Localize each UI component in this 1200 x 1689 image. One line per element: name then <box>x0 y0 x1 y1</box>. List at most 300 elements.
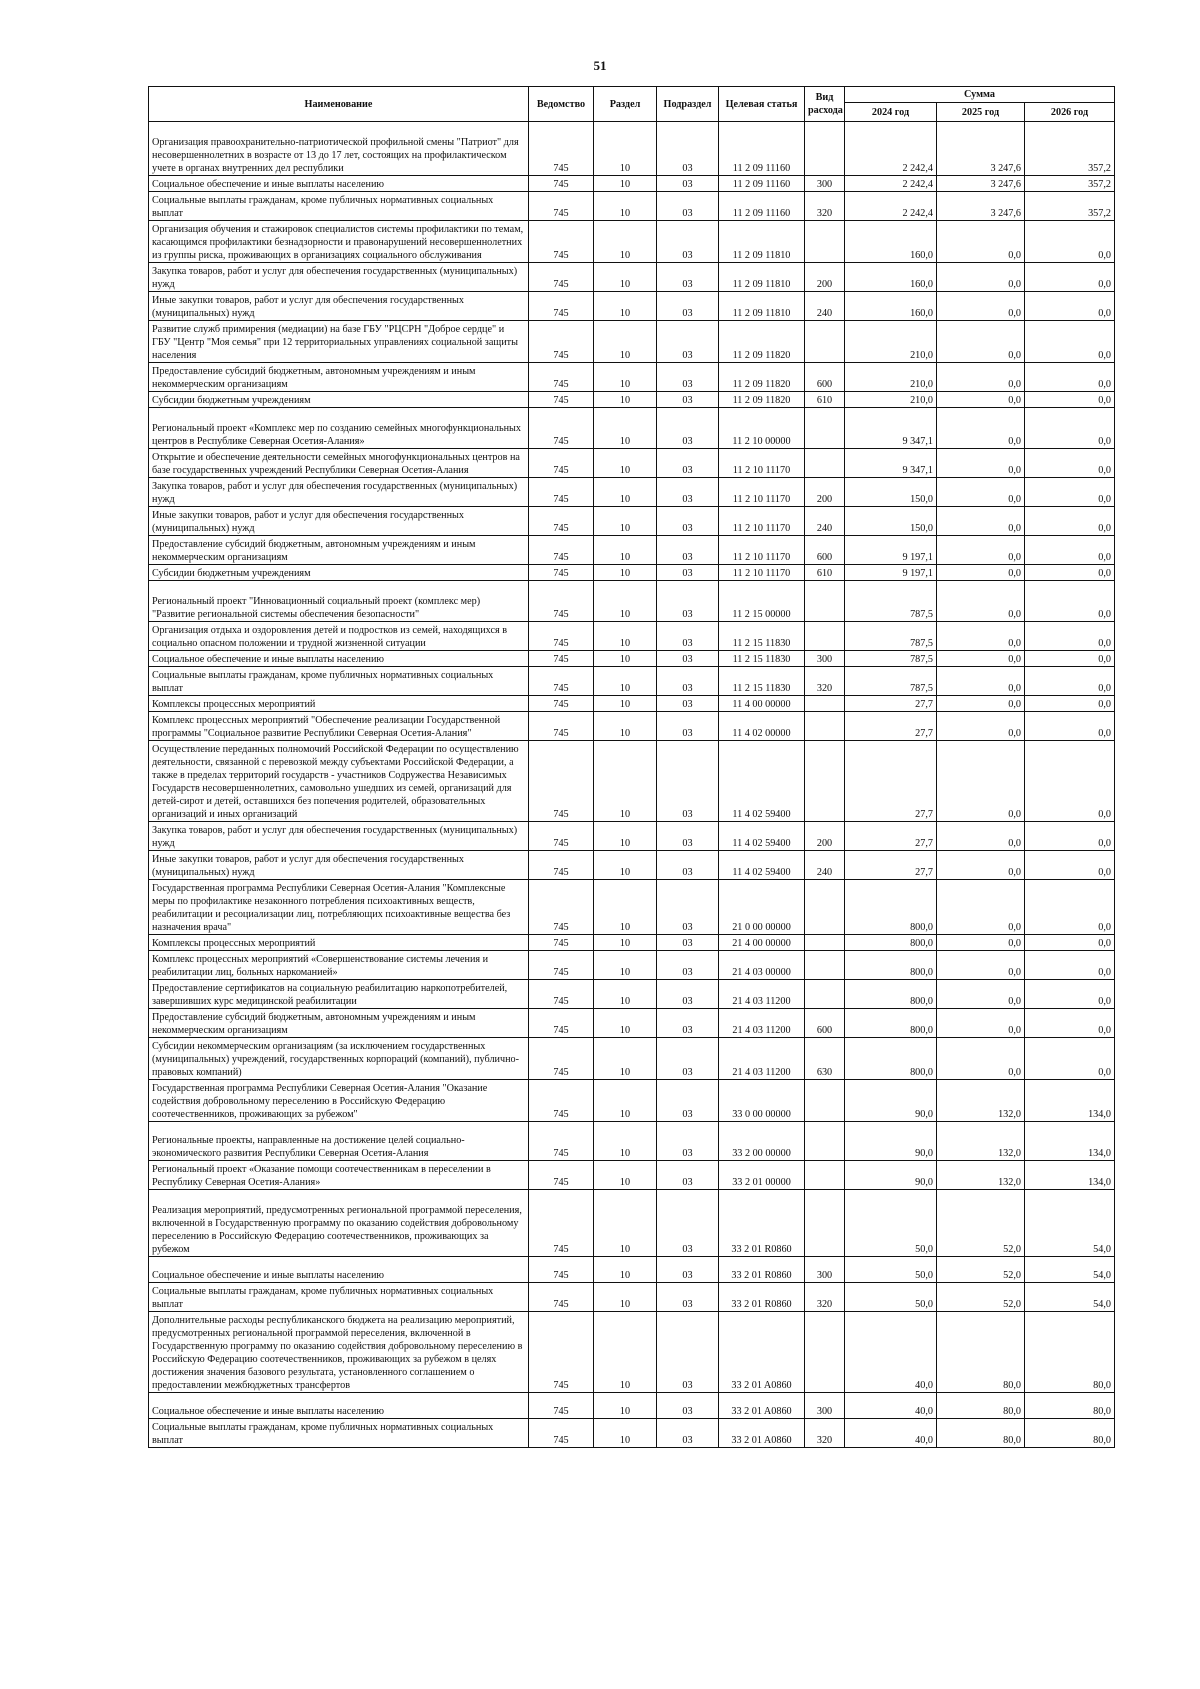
cell-2026: 0,0 <box>1025 651 1115 667</box>
cell-2026: 0,0 <box>1025 408 1115 449</box>
cell-2024: 27,7 <box>845 851 937 880</box>
cell-target: 11 2 10 11170 <box>719 478 805 507</box>
cell-section: 10 <box>594 696 657 712</box>
cell-name: Региональный проект "Инновационный социальный проект (комплекс мер) "Развитие региональной системы обеспечения безопасности" <box>149 581 529 622</box>
cell-type <box>805 449 845 478</box>
cell-type: 300 <box>805 651 845 667</box>
table-row <box>149 822 1115 851</box>
cell-2025: 0,0 <box>937 507 1025 536</box>
table-row <box>149 622 1115 651</box>
cell-dept: 745 <box>529 822 594 851</box>
cell-target: 11 2 10 00000 <box>719 408 805 449</box>
cell-subsection: 03 <box>657 292 719 321</box>
cell-2026: 54,0 <box>1025 1283 1115 1312</box>
cell-name: Реализация мероприятий, предусмотренных региональной программой переселения, включенной в Государственную программу по оказанию содействия добровольному переселению в Российскую Федерацию соотечественников, проживающих за рубежом <box>149 1190 529 1257</box>
cell-subsection: 03 <box>657 667 719 696</box>
cell-type <box>805 1080 845 1122</box>
cell-2025: 0,0 <box>937 712 1025 741</box>
col-header-dept: Ведомство <box>529 87 594 122</box>
cell-2025: 0,0 <box>937 581 1025 622</box>
cell-name: Организация отдыха и оздоровления детей и подростков из семей, находящихся в социально опасном положении и трудной жизненной ситуации <box>149 622 529 651</box>
cell-2025: 0,0 <box>937 392 1025 408</box>
cell-2025: 0,0 <box>937 321 1025 363</box>
cell-target: 33 2 01 A0860 <box>719 1312 805 1393</box>
cell-dept: 745 <box>529 221 594 263</box>
cell-type: 300 <box>805 1257 845 1283</box>
cell-2024: 50,0 <box>845 1190 937 1257</box>
cell-target: 11 2 09 11810 <box>719 263 805 292</box>
cell-type <box>805 1161 845 1190</box>
cell-subsection: 03 <box>657 935 719 951</box>
cell-name: Иные закупки товаров, работ и услуг для обеспечения государственных (муниципальных) нужд <box>149 851 529 880</box>
cell-dept: 745 <box>529 581 594 622</box>
cell-subsection: 03 <box>657 408 719 449</box>
cell-section: 10 <box>594 221 657 263</box>
cell-2025: 0,0 <box>937 935 1025 951</box>
cell-type: 200 <box>805 822 845 851</box>
cell-dept: 745 <box>529 880 594 935</box>
table-row <box>149 1393 1115 1419</box>
cell-dept: 745 <box>529 1312 594 1393</box>
cell-target: 21 4 03 00000 <box>719 951 805 980</box>
cell-section: 10 <box>594 1257 657 1283</box>
cell-name: Социальное обеспечение и иные выплаты населению <box>149 1393 529 1419</box>
cell-2025: 3 247,6 <box>937 192 1025 221</box>
cell-2025: 0,0 <box>937 951 1025 980</box>
table-header <box>149 87 1115 122</box>
cell-section: 10 <box>594 822 657 851</box>
cell-section: 10 <box>594 1283 657 1312</box>
cell-dept: 745 <box>529 741 594 822</box>
cell-dept: 745 <box>529 1122 594 1161</box>
cell-type: 300 <box>805 1393 845 1419</box>
cell-2026: 0,0 <box>1025 363 1115 392</box>
cell-2026: 0,0 <box>1025 880 1115 935</box>
cell-2026: 0,0 <box>1025 292 1115 321</box>
cell-name: Социальные выплаты гражданам, кроме публичных нормативных социальных выплат <box>149 1419 529 1448</box>
cell-name: Социальные выплаты гражданам, кроме публичных нормативных социальных выплат <box>149 667 529 696</box>
col-header-name: Наименование <box>149 87 529 122</box>
cell-2024: 50,0 <box>845 1283 937 1312</box>
cell-section: 10 <box>594 507 657 536</box>
cell-name: Закупка товаров, работ и услуг для обеспечения государственных (муниципальных) нужд <box>149 478 529 507</box>
page-number: 51 <box>593 58 607 73</box>
cell-subsection: 03 <box>657 1312 719 1393</box>
cell-subsection: 03 <box>657 1080 719 1122</box>
cell-type: 630 <box>805 1038 845 1080</box>
cell-dept: 745 <box>529 712 594 741</box>
cell-2024: 90,0 <box>845 1161 937 1190</box>
cell-target: 11 4 02 59400 <box>719 851 805 880</box>
cell-2024: 160,0 <box>845 221 937 263</box>
cell-dept: 745 <box>529 1080 594 1122</box>
cell-section: 10 <box>594 263 657 292</box>
cell-dept: 745 <box>529 478 594 507</box>
table-row <box>149 176 1115 192</box>
cell-2025: 132,0 <box>937 1122 1025 1161</box>
cell-2026: 0,0 <box>1025 581 1115 622</box>
cell-2026: 0,0 <box>1025 321 1115 363</box>
cell-subsection: 03 <box>657 851 719 880</box>
cell-type: 200 <box>805 478 845 507</box>
cell-2025: 52,0 <box>937 1283 1025 1312</box>
cell-section: 10 <box>594 1122 657 1161</box>
table-row <box>149 263 1115 292</box>
cell-type <box>805 321 845 363</box>
table-row <box>149 478 1115 507</box>
cell-subsection: 03 <box>657 392 719 408</box>
cell-2024: 27,7 <box>845 741 937 822</box>
cell-name: Предоставление субсидий бюджетным, автономным учреждениям и иным некоммерческим организациям <box>149 1009 529 1038</box>
cell-dept: 745 <box>529 696 594 712</box>
cell-subsection: 03 <box>657 192 719 221</box>
cell-dept: 745 <box>529 1038 594 1080</box>
cell-section: 10 <box>594 1080 657 1122</box>
cell-type <box>805 1122 845 1161</box>
cell-subsection: 03 <box>657 1257 719 1283</box>
table-row <box>149 565 1115 581</box>
budget-table-sheet <box>148 86 1114 1448</box>
cell-subsection: 03 <box>657 951 719 980</box>
cell-subsection: 03 <box>657 321 719 363</box>
cell-target: 11 4 02 59400 <box>719 822 805 851</box>
cell-2025: 0,0 <box>937 263 1025 292</box>
cell-section: 10 <box>594 122 657 176</box>
table-row <box>149 851 1115 880</box>
cell-section: 10 <box>594 651 657 667</box>
cell-name: Региональный проект «Комплекс мер по созданию семейных многофункциональных центров в Республике Северная Осетия-Алания» <box>149 408 529 449</box>
table-row <box>149 980 1115 1009</box>
cell-name: Комплекс процессных мероприятий «Совершенствование системы лечения и реабилитации лиц, больных наркоманией» <box>149 951 529 980</box>
table-row <box>149 880 1115 935</box>
cell-dept: 745 <box>529 507 594 536</box>
cell-target: 21 4 03 11200 <box>719 1009 805 1038</box>
cell-target: 11 2 09 11820 <box>719 392 805 408</box>
table-body <box>149 122 1115 1448</box>
cell-2025: 52,0 <box>937 1257 1025 1283</box>
cell-2026: 0,0 <box>1025 712 1115 741</box>
cell-section: 10 <box>594 622 657 651</box>
cell-dept: 745 <box>529 980 594 1009</box>
cell-subsection: 03 <box>657 1283 719 1312</box>
cell-2024: 210,0 <box>845 392 937 408</box>
cell-name: Предоставление субсидий бюджетным, автономным учреждениям и иным некоммерческим организациям <box>149 536 529 565</box>
cell-section: 10 <box>594 712 657 741</box>
cell-2024: 800,0 <box>845 951 937 980</box>
cell-dept: 745 <box>529 935 594 951</box>
cell-subsection: 03 <box>657 449 719 478</box>
cell-type: 240 <box>805 292 845 321</box>
cell-2026: 0,0 <box>1025 696 1115 712</box>
cell-section: 10 <box>594 1419 657 1448</box>
cell-name: Региональный проект «Оказание помощи соотечественникам в переселении в Республику Северная Осетия-Алания» <box>149 1161 529 1190</box>
cell-dept: 745 <box>529 1190 594 1257</box>
cell-2024: 9 347,1 <box>845 449 937 478</box>
cell-2025: 0,0 <box>937 536 1025 565</box>
cell-subsection: 03 <box>657 478 719 507</box>
cell-name: Иные закупки товаров, работ и услуг для обеспечения государственных (муниципальных) нужд <box>149 292 529 321</box>
cell-dept: 745 <box>529 1161 594 1190</box>
cell-section: 10 <box>594 980 657 1009</box>
cell-2026: 357,2 <box>1025 192 1115 221</box>
cell-2024: 160,0 <box>845 263 937 292</box>
col-header-2026: 2026 год <box>1025 103 1115 122</box>
cell-target: 11 2 09 11160 <box>719 192 805 221</box>
cell-2024: 9 197,1 <box>845 565 937 581</box>
cell-target: 11 4 02 59400 <box>719 741 805 822</box>
table-row <box>149 507 1115 536</box>
cell-2025: 0,0 <box>937 565 1025 581</box>
table-row <box>149 221 1115 263</box>
cell-dept: 745 <box>529 292 594 321</box>
cell-name: Субсидии бюджетным учреждениям <box>149 565 529 581</box>
cell-2024: 150,0 <box>845 507 937 536</box>
cell-2024: 150,0 <box>845 478 937 507</box>
cell-subsection: 03 <box>657 651 719 667</box>
cell-2025: 0,0 <box>937 651 1025 667</box>
cell-section: 10 <box>594 1009 657 1038</box>
cell-2025: 0,0 <box>937 449 1025 478</box>
table-row <box>149 581 1115 622</box>
cell-2024: 787,5 <box>845 581 937 622</box>
cell-target: 11 4 00 00000 <box>719 696 805 712</box>
cell-target: 21 4 03 11200 <box>719 980 805 1009</box>
cell-2024: 800,0 <box>845 935 937 951</box>
cell-2025: 0,0 <box>937 408 1025 449</box>
cell-subsection: 03 <box>657 176 719 192</box>
cell-2024: 27,7 <box>845 696 937 712</box>
cell-type <box>805 221 845 263</box>
cell-section: 10 <box>594 951 657 980</box>
cell-type: 320 <box>805 1283 845 1312</box>
cell-2024: 800,0 <box>845 980 937 1009</box>
cell-name: Социальное обеспечение и иные выплаты населению <box>149 651 529 667</box>
cell-2024: 90,0 <box>845 1080 937 1122</box>
table-row <box>149 1161 1115 1190</box>
cell-name: Социальное обеспечение и иные выплаты населению <box>149 1257 529 1283</box>
cell-type <box>805 622 845 651</box>
cell-section: 10 <box>594 536 657 565</box>
table-row <box>149 1190 1115 1257</box>
cell-section: 10 <box>594 392 657 408</box>
cell-subsection: 03 <box>657 507 719 536</box>
cell-type <box>805 1190 845 1257</box>
cell-2026: 0,0 <box>1025 536 1115 565</box>
cell-subsection: 03 <box>657 741 719 822</box>
cell-2026: 54,0 <box>1025 1257 1115 1283</box>
cell-name: Развитие служб примирения (медиации) на базе ГБУ "РЦСРН "Доброе сердце" и ГБУ "Центр "Моя семья" при 12 территориальных управлениях социальной защиты населения <box>149 321 529 363</box>
cell-name: Дополнительные расходы республиканского бюджета на реализацию мероприятий, предусмотренных региональной программой переселения, включенной в Государственную программу по оказанию содействия добровольному переселению в Российскую Федерацию соотечественников, проживающих за рубежом в целях достижения значения базового результата, установленного соглашением о предоставлении межбюджетных трансфертов <box>149 1312 529 1393</box>
cell-section: 10 <box>594 851 657 880</box>
cell-2025: 0,0 <box>937 221 1025 263</box>
cell-target: 11 2 15 00000 <box>719 581 805 622</box>
cell-section: 10 <box>594 667 657 696</box>
cell-2025: 0,0 <box>937 980 1025 1009</box>
cell-2026: 0,0 <box>1025 622 1115 651</box>
col-header-target: Целевая статья <box>719 87 805 122</box>
cell-subsection: 03 <box>657 1419 719 1448</box>
cell-target: 33 2 01 A0860 <box>719 1419 805 1448</box>
cell-2026: 0,0 <box>1025 741 1115 822</box>
cell-name: Государственная программа Республики Северная Осетия-Алания "Комплексные меры по профилактике незаконного потребления психоактивных веществ, реабилитации и ресоциализации лиц, потребляющих психоактивные вещества без назначения врача" <box>149 880 529 935</box>
cell-section: 10 <box>594 1393 657 1419</box>
cell-2025: 0,0 <box>937 741 1025 822</box>
cell-target: 33 2 01 A0860 <box>719 1393 805 1419</box>
cell-subsection: 03 <box>657 712 719 741</box>
cell-2025: 80,0 <box>937 1393 1025 1419</box>
cell-2024: 210,0 <box>845 363 937 392</box>
cell-2026: 0,0 <box>1025 935 1115 951</box>
cell-subsection: 03 <box>657 1393 719 1419</box>
cell-dept: 745 <box>529 176 594 192</box>
col-header-section: Раздел <box>594 87 657 122</box>
cell-section: 10 <box>594 292 657 321</box>
cell-type <box>805 980 845 1009</box>
table-row <box>149 741 1115 822</box>
cell-2025: 3 247,6 <box>937 176 1025 192</box>
cell-2025: 0,0 <box>937 880 1025 935</box>
cell-type: 610 <box>805 392 845 408</box>
cell-2026: 0,0 <box>1025 507 1115 536</box>
cell-2026: 80,0 <box>1025 1312 1115 1393</box>
cell-subsection: 03 <box>657 1122 719 1161</box>
cell-section: 10 <box>594 449 657 478</box>
cell-2026: 0,0 <box>1025 851 1115 880</box>
cell-target: 11 2 15 11830 <box>719 622 805 651</box>
cell-2024: 787,5 <box>845 651 937 667</box>
cell-dept: 745 <box>529 122 594 176</box>
cell-section: 10 <box>594 321 657 363</box>
cell-2024: 800,0 <box>845 1009 937 1038</box>
cell-2025: 0,0 <box>937 292 1025 321</box>
col-header-subsection: Подраздел <box>657 87 719 122</box>
cell-target: 21 4 00 00000 <box>719 935 805 951</box>
cell-2024: 160,0 <box>845 292 937 321</box>
col-header-2024: 2024 год <box>845 103 937 122</box>
table-row <box>149 192 1115 221</box>
cell-2025: 132,0 <box>937 1080 1025 1122</box>
cell-2024: 27,7 <box>845 712 937 741</box>
cell-name: Социальные выплаты гражданам, кроме публичных нормативных социальных выплат <box>149 1283 529 1312</box>
cell-2024: 90,0 <box>845 1122 937 1161</box>
cell-2024: 27,7 <box>845 822 937 851</box>
cell-2025: 0,0 <box>937 851 1025 880</box>
cell-type <box>805 122 845 176</box>
cell-2026: 134,0 <box>1025 1161 1115 1190</box>
cell-dept: 745 <box>529 449 594 478</box>
cell-name: Закупка товаров, работ и услуг для обеспечения государственных (муниципальных) нужд <box>149 263 529 292</box>
cell-type: 240 <box>805 851 845 880</box>
cell-2025: 132,0 <box>937 1161 1025 1190</box>
cell-target: 11 2 09 11810 <box>719 292 805 321</box>
cell-dept: 745 <box>529 392 594 408</box>
cell-2025: 0,0 <box>937 696 1025 712</box>
cell-subsection: 03 <box>657 880 719 935</box>
table-row <box>149 1257 1115 1283</box>
cell-subsection: 03 <box>657 696 719 712</box>
cell-target: 33 0 00 00000 <box>719 1080 805 1122</box>
table-row <box>149 1283 1115 1312</box>
cell-type: 320 <box>805 667 845 696</box>
cell-type: 200 <box>805 263 845 292</box>
cell-dept: 745 <box>529 1009 594 1038</box>
cell-2025: 3 247,6 <box>937 122 1025 176</box>
cell-type: 600 <box>805 1009 845 1038</box>
cell-2024: 2 242,4 <box>845 192 937 221</box>
table-row <box>149 1009 1115 1038</box>
cell-name: Комплексы процессных мероприятий <box>149 935 529 951</box>
cell-name: Предоставление субсидий бюджетным, автономным учреждениям и иным некоммерческим организациям <box>149 363 529 392</box>
cell-2025: 52,0 <box>937 1190 1025 1257</box>
cell-dept: 745 <box>529 263 594 292</box>
cell-target: 21 4 03 11200 <box>719 1038 805 1080</box>
cell-dept: 745 <box>529 565 594 581</box>
cell-dept: 745 <box>529 363 594 392</box>
cell-target: 11 2 10 11170 <box>719 449 805 478</box>
cell-target: 11 2 09 11810 <box>719 221 805 263</box>
cell-2025: 0,0 <box>937 478 1025 507</box>
cell-dept: 745 <box>529 851 594 880</box>
cell-subsection: 03 <box>657 581 719 622</box>
col-header-sum: Сумма <box>845 87 1115 103</box>
cell-name: Открытие и обеспечение деятельности семейных многофункциональных центров на базе государственных учреждений Республики Северная Осетия-Алания <box>149 449 529 478</box>
cell-2026: 0,0 <box>1025 565 1115 581</box>
table-row <box>149 292 1115 321</box>
table-row <box>149 1122 1115 1161</box>
cell-target: 33 2 00 00000 <box>719 1122 805 1161</box>
cell-target: 11 2 09 11820 <box>719 321 805 363</box>
table-row <box>149 935 1115 951</box>
cell-name: Осуществление переданных полномочий Российской Федерации по осуществлению деятельности, связанной с перевозкой между субъектами Российской Федерации, а также в пределах территорий государств - участников Содружества Независимых Государств несовершеннолетних, самовольно ушедших из семей, организаций для детей-сирот и детей, оставшихся без попечения родителей, образовательных организаций и иных организаций <box>149 741 529 822</box>
cell-2026: 0,0 <box>1025 951 1115 980</box>
cell-subsection: 03 <box>657 263 719 292</box>
table-row <box>149 408 1115 449</box>
table-row <box>149 122 1115 176</box>
cell-target: 11 2 10 11170 <box>719 536 805 565</box>
table-row <box>149 1080 1115 1122</box>
cell-2025: 0,0 <box>937 622 1025 651</box>
cell-2024: 40,0 <box>845 1312 937 1393</box>
cell-2026: 0,0 <box>1025 449 1115 478</box>
cell-2024: 800,0 <box>845 880 937 935</box>
cell-subsection: 03 <box>657 363 719 392</box>
cell-target: 21 0 00 00000 <box>719 880 805 935</box>
cell-subsection: 03 <box>657 221 719 263</box>
cell-2024: 9 347,1 <box>845 408 937 449</box>
cell-target: 33 2 01 R0860 <box>719 1190 805 1257</box>
cell-subsection: 03 <box>657 122 719 176</box>
cell-name: Закупка товаров, работ и услуг для обеспечения государственных (муниципальных) нужд <box>149 822 529 851</box>
cell-2026: 80,0 <box>1025 1393 1115 1419</box>
cell-type: 610 <box>805 565 845 581</box>
cell-type <box>805 951 845 980</box>
cell-name: Социальные выплаты гражданам, кроме публичных нормативных социальных выплат <box>149 192 529 221</box>
cell-dept: 745 <box>529 1419 594 1448</box>
cell-type <box>805 408 845 449</box>
cell-2026: 0,0 <box>1025 822 1115 851</box>
cell-type: 240 <box>805 507 845 536</box>
col-header-2025: 2025 год <box>937 103 1025 122</box>
table-row <box>149 363 1115 392</box>
cell-target: 11 2 10 11170 <box>719 565 805 581</box>
cell-dept: 745 <box>529 622 594 651</box>
cell-2026: 134,0 <box>1025 1122 1115 1161</box>
cell-name: Иные закупки товаров, работ и услуг для обеспечения государственных (муниципальных) нужд <box>149 507 529 536</box>
cell-2024: 2 242,4 <box>845 176 937 192</box>
table-row <box>149 667 1115 696</box>
cell-dept: 745 <box>529 321 594 363</box>
cell-section: 10 <box>594 478 657 507</box>
